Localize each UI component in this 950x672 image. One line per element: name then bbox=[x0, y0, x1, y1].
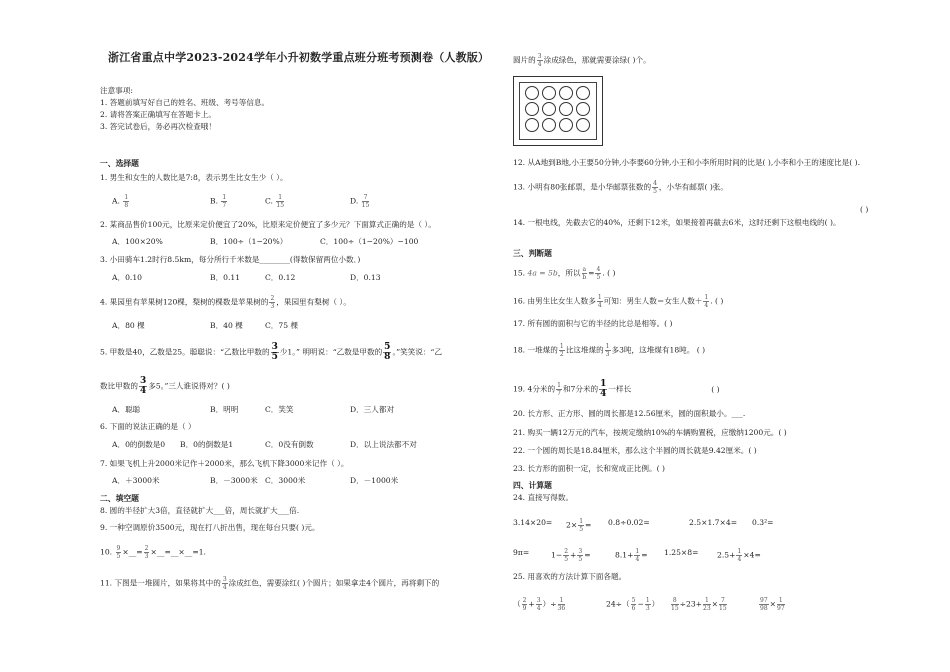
question-9: 9. 一种空调原价3500元，现在打八折出售，现在每台只要( )元。 bbox=[100, 523, 320, 532]
section-heading: 四、计算题 bbox=[513, 481, 552, 490]
question-25: 25. 用喜欢的方法计算下面各题。 bbox=[513, 572, 627, 581]
calc-item: 1.25×8= bbox=[664, 548, 699, 557]
calc-item: 2.5×1.7×4= bbox=[689, 518, 738, 527]
calc-item: 0.8÷0.02= bbox=[608, 518, 650, 527]
option-c: C．3000米 bbox=[265, 476, 306, 485]
option-a: A．100×20% bbox=[112, 237, 163, 246]
question-19: 19. 4分米的 $\frac{1}{7}$ 和7分米的 $\frac{1}{4}$ 一样长 ( ) bbox=[513, 379, 720, 399]
calc-item: 0.3²= bbox=[752, 518, 774, 527]
option-d: D．三人都对 bbox=[350, 405, 395, 414]
question-16: 16. 由男生比女生人数多 $\frac{1}{4}$ 可知：男生人数＝女生人数＋ $\frac{1}{4}$ . ( ) bbox=[513, 294, 724, 309]
circle-shape bbox=[542, 102, 556, 116]
question-22: 22. 一个圆的周长是18.84厘米，那么这个半圆的周长就是9.42厘米。( ) bbox=[513, 446, 757, 455]
question-18: 18. 一堆煤的 $\frac{1}{2}$ 比这堆煤的 $\frac{1}{3}$ 多3吨，这堆煤有18吨。 ( ) bbox=[513, 343, 706, 358]
question-21: 21. 购买一辆12万元的汽车，按规定缴纳10%的车辆购置税，应缴纳1200元。( ) bbox=[513, 428, 787, 437]
section-heading: 二、填空题 bbox=[100, 494, 139, 503]
option-b: B．明明 bbox=[210, 405, 239, 414]
option-d: D．－1000米 bbox=[350, 476, 399, 485]
option-a: A．80 棵 bbox=[112, 321, 145, 330]
circle-shape bbox=[542, 118, 556, 132]
option-b: B．40 棵 bbox=[210, 321, 243, 330]
calc-item: （ $\frac{2}{9}$ + $\frac{3}{4}$ ）÷ $\frac{1}{36}$ bbox=[513, 597, 566, 612]
calc-item: 8.1+ $\frac{1}{4}$ = bbox=[615, 548, 648, 563]
question-2: 2. 某商品售价100元，比原来定价便宜了20%，比原来定价便宜了多少元？下面算式正确的是（ ）。 bbox=[100, 220, 436, 229]
option-d: D．0.13 bbox=[350, 273, 381, 282]
option-b: B. $\frac{1}{7}$ bbox=[210, 194, 227, 209]
question-20: 20. 长方形、正方形、圆的周长都是12.56厘米，圆的面积最小。___. bbox=[513, 409, 746, 418]
option-a: A. $\frac{1}{8}$ bbox=[112, 194, 129, 209]
option-b: B．－3000米 bbox=[210, 476, 258, 485]
circle-shape bbox=[559, 118, 573, 132]
question-3: 3. 小田骑车1.2时行8.5km，每分所行千米数是________(得数保留两位小数．) bbox=[100, 255, 361, 264]
question-12: 12. 从A地到B地,小王要50分钟,小李要60分钟,小王和小李所用时间的比是( ),小李和小王的速度比是( ). bbox=[513, 158, 860, 167]
option-b: B．0.11 bbox=[210, 273, 241, 282]
calc-item: 2.5+ $\frac{1}{4}$ ×4= bbox=[717, 548, 761, 563]
note-item: 2. 请将答案正确填写在答题卡上。 bbox=[100, 110, 216, 119]
option-a: A．聪聪 bbox=[112, 405, 141, 414]
question-15: 15. 4a = 5b，所以 $\frac{a}{b}$ = $\frac{4}{5}$ . ( ) bbox=[513, 266, 616, 281]
question-13: 13. 小明有80张邮票，是小华邮票张数的 $\frac{4}{5}$ ，小华有邮票( )张。 bbox=[513, 180, 728, 195]
calc-item: 9π= bbox=[513, 548, 530, 557]
option-c: C．0没有倒数 bbox=[265, 440, 314, 449]
option-a: A．＋3000米 bbox=[112, 476, 160, 485]
section-heading: 一、选择题 bbox=[100, 159, 139, 168]
circle-shape bbox=[559, 86, 573, 100]
question-6: 6. 下面的说法正确的是（ ） bbox=[100, 422, 196, 431]
question-8: 8. 圆的半径扩大3倍，直径就扩大___倍，周长就扩大___倍. bbox=[100, 506, 300, 515]
option-c: C．75 棵 bbox=[265, 321, 299, 330]
circle-shape bbox=[559, 102, 573, 116]
section-heading: 三、判断题 bbox=[513, 249, 552, 258]
question-11-continued: 圆片的 $\frac{3}{4}$ 涂成绿色，那就需要涂绿( )个。 bbox=[513, 53, 651, 68]
calc-item: 2× $\frac{1}{5}$ = bbox=[566, 518, 592, 533]
calc-item: $\frac{97}{98}$ × $\frac{1}{97}$ bbox=[760, 597, 785, 612]
option-b: B．0的倒数是1 bbox=[180, 440, 234, 449]
question-23: 23. 长方形的面积一定，长和宽成正比例。( ) bbox=[513, 464, 665, 473]
option-c: C. $\frac{1}{15}$ bbox=[265, 194, 285, 209]
option-a: A．0.10 bbox=[112, 273, 142, 282]
circle-shape bbox=[542, 86, 556, 100]
question-17: 17. 所有圆的面积与它的半径的比总是相等。( ) bbox=[513, 319, 673, 328]
calc-item: 1− $\frac{2}{5}$ + $\frac{3}{5}$ = bbox=[551, 548, 591, 563]
question-24: 24. 直接写得数。 bbox=[513, 493, 574, 502]
circle-shape bbox=[525, 118, 539, 132]
question-7: 7. 如果飞机上升2000米记作＋2000米，那么飞机下降3000米记作（ ）。 bbox=[100, 459, 349, 468]
circle-shape bbox=[576, 86, 590, 100]
blank-top: ( ) bbox=[860, 205, 869, 214]
circle-shape bbox=[525, 86, 539, 100]
figure-frame bbox=[519, 82, 597, 140]
question-5-line2: 数比甲数的 $\frac{3}{4}$ 多5。”三人谁说得对？( ) bbox=[100, 376, 230, 396]
question-11: 11. 下图是一堆圆片，如果将其中的 $\frac{3}{4}$ 涂成红色，需要涂红( )个圆片；如果拿走4个圆片，再将剩下的 bbox=[100, 576, 440, 591]
question-1: 1. 男生和女生的人数比是7:8，表示男生比女生少（ ）。 bbox=[100, 173, 288, 182]
page-title: 浙江省重点中学2023-2024学年小升初数学重点班分班考预测卷（人教版） bbox=[108, 51, 490, 64]
option-d: D．以上说法都不对 bbox=[350, 440, 417, 449]
question-10: 10. $\frac{9}{5}$ ×__= $\frac{2}{3}$ ×__=__×__=1. bbox=[100, 545, 206, 560]
option-b: B．100÷（1−20%） bbox=[210, 237, 288, 246]
circles-figure bbox=[513, 76, 603, 146]
circle-shape bbox=[576, 118, 590, 132]
option-c: C．笑笑 bbox=[265, 405, 294, 414]
option-a: A．0的倒数是0 bbox=[112, 440, 166, 449]
notes-heading: 注意事项: bbox=[100, 86, 133, 95]
question-14: 14. 一根电线，先截去它的40%，还剩下12米，如果接着再截去6米，这时还剩下这根电线的( )。 bbox=[513, 218, 841, 227]
note-item: 3. 答完试卷后，务必再次检查哦！ bbox=[100, 122, 216, 131]
option-c: C．0.12 bbox=[265, 273, 296, 282]
question-5-line1: 5. 甲数是40，乙数是25。聪聪说：“乙数比甲数的 $\frac{3}{5}$ 少1。” 明明说：“乙数是甲数的 $\frac{5}{8}$ 。”笑笑说：“乙 bbox=[100, 342, 442, 362]
question-4: 4. 果园里有苹果树120棵，梨树的棵数是苹果树的 $\frac{2}{3}$ ，果园里有梨树（ ）。 bbox=[100, 295, 351, 310]
note-item: 1. 答题前填写好自己的姓名、班级、考号等信息。 bbox=[100, 98, 270, 107]
option-d: D. $\frac{7}{15}$ bbox=[350, 194, 370, 209]
option-c: C．100÷（1−20%）−100 bbox=[320, 237, 419, 246]
calc-item: $\frac{8}{15}$ ÷23+ $\frac{1}{23}$ × $\frac{7}{15}$ bbox=[671, 597, 727, 612]
calc-item: 3.14×20= bbox=[513, 518, 553, 527]
circle-shape bbox=[576, 102, 590, 116]
calc-item: 24÷（ $\frac{5}{6}$ − $\frac{1}{3}$ ） bbox=[606, 597, 660, 612]
circle-shape bbox=[525, 102, 539, 116]
